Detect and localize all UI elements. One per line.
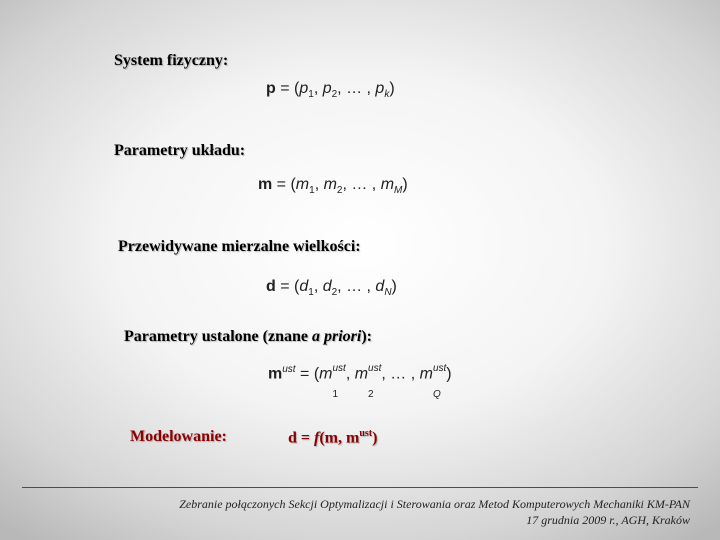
heading-fixed (124, 328, 372, 346)
modeling-eq-start: d = (288, 429, 315, 447)
formula-p-sub2: 2 (331, 89, 338, 101)
footer-line2: 17 grudnia 2009 r., AGH, Kraków (526, 513, 690, 527)
heading-fixed-italic: a priori (311, 328, 362, 345)
heading-fixed-before: Parametry ustalone (znane (124, 328, 312, 345)
formula-p-subk: k (384, 89, 390, 101)
formula-mu-subk: Q (432, 389, 441, 401)
formula-p-lhs: p (266, 80, 276, 97)
formula-m-lhs: m (258, 176, 273, 193)
formula-m-subk: M (394, 185, 403, 197)
formula-m-ust: $m^{ust} = (m^{ust}$ $_1$, $m^{ust}$ $_2$, … , $m^{ust}$ $_Q$) (268, 363, 452, 401)
formula-mu-sup2: ust (368, 363, 382, 374)
formula-p: $p = (p_1$, $p_2$, … , $p_k$) (266, 80, 395, 101)
formula-mu-sub1: 1 (332, 389, 339, 401)
modeling-eq-sup: ust (359, 428, 373, 439)
formula-mu-sub2: 2 (368, 389, 374, 401)
heading-system: System fizyczny: (114, 52, 229, 69)
footer-line1: Zebranie połączonych Sekcji Optymalizacji i Sterowania oraz Metod Komputerowych Mechaniki KM-PAN (179, 497, 690, 511)
heading-measured: Przewidywane mierzalne wielkości: (118, 238, 361, 255)
formula-d-subk: N (384, 287, 392, 299)
modeling-eq-f: f (314, 429, 320, 447)
modeling-label: Modelowanie: (130, 428, 227, 445)
footer-divider (22, 487, 698, 488)
heading-fixed-after: ): (361, 328, 372, 345)
heading-params: Parametry układu: (114, 142, 246, 159)
formula-mu-lhs: m (268, 365, 283, 383)
formula-m-sub2: 2 (336, 185, 343, 197)
footer (179, 496, 690, 528)
formula-m-sub1: 1 (309, 185, 315, 197)
formula-d-sub2: 2 (331, 287, 338, 299)
formula-m: $m = (m_1$, $m_2$, … , $m_M$) (258, 176, 408, 197)
formula-p-sub1: 1 (308, 89, 314, 101)
formula-d-sub1: 1 (308, 287, 314, 299)
formula-mu-supk: ust (432, 363, 447, 374)
formula-d: $d = (d_1$, $d_2$, … , $d_N$) (266, 278, 397, 299)
modeling-eq-end: ) (372, 429, 378, 447)
modeling-eq-args: (m, m (319, 429, 360, 447)
formula-mu-lhs-sup: ust (282, 364, 296, 375)
formula-d-lhs: d (266, 278, 276, 295)
modeling-equation (288, 428, 377, 447)
formula-mu-sup1: ust (332, 363, 346, 374)
